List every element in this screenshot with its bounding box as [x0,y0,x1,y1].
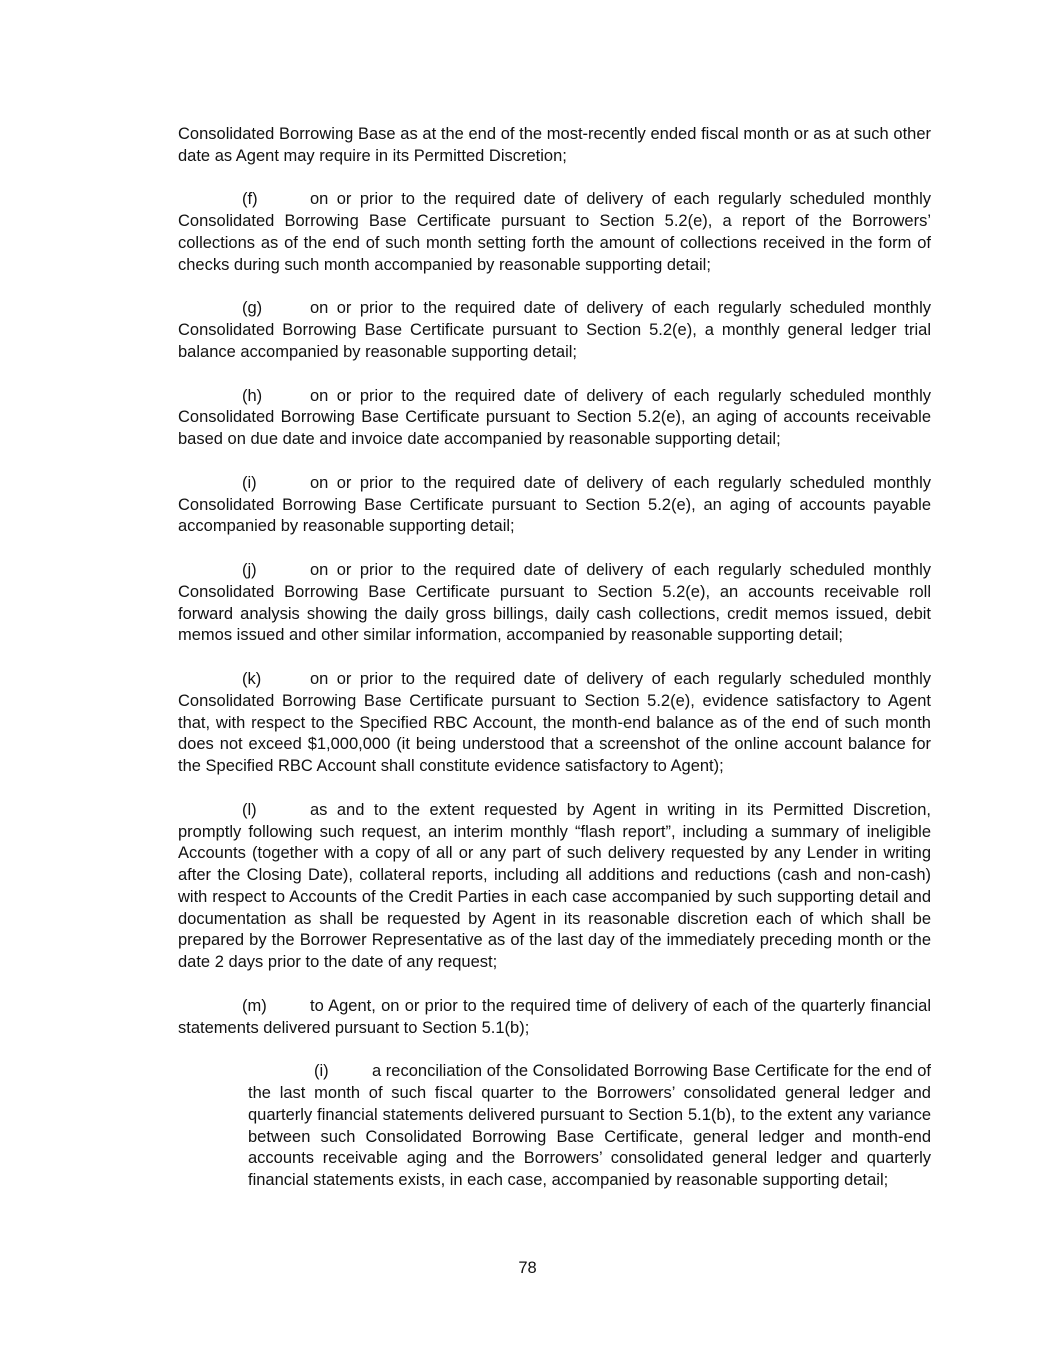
document-page [178,124,931,1214]
item-label: (g) [242,299,263,318]
item-label: (k) [242,669,262,688]
item-label: (h) [242,386,263,405]
list-item-k [178,669,931,778]
item-label: (f) [242,190,258,209]
item-text: as and to the extent requested by Agent in writing in its Permitted Discretion, promptly following such request, an interim monthly “flash report”, including a summary of ineligible Accounts (together with a copy of all or any part of such delivery requested by any Lender in writing after the Closing Date), collateral reports, including all additions and reductions (cash and non-cash) with respect to Accounts of the Credit Parties in each case accompanied by such supporting detail and documentation as shall be requested by Agent in its reasonable discretion each of which shall be prepared by the Borrower Representative as of the last day of the immediately preceding month or the date 2 days prior to the date of any request; [178,800,931,972]
list-item-i [178,473,931,538]
sub-item-text: a reconciliation of the Consolidated Borrowing Base Certificate for the end of the last month of such fiscal quarter to the Borrowers’ consolidated general ledger and quarterly financial statements delivered pursuant to Section 5.1(b), to the extent any variance between such Consolidated Borrowing Base Certificate, general ledger and month-end accounts receivable aging and the Borrowers’ consolidated general ledger and quarterly financial statements exists, in each case, accompanied by reasonable supporting detail; [248,1062,931,1190]
item-text: on or prior to the required date of delivery of each regularly scheduled monthly Consolidated Borrowing Base Certificate pursuant to Section 5.2(e), a monthly general ledger trial balance accompanied by reasonable supporting detail; [178,299,931,361]
list-item-m [178,996,931,1040]
item-text: on or prior to the required date of delivery of each regularly scheduled monthly Consolidated Borrowing Base Certificate pursuant to Section 5.2(e), evidence satisfactory to Agent that, with respect to the Specified RBC Account, the month-end balance as of the end of such month does not exceed $1,000,000 (it being understood that a screenshot of the online account balance for the Specified RBC Account shall constitute evidence satisfactory to Agent); [178,669,931,776]
item-text: to Agent, on or prior to the required time of delivery of each of the quarterly financial statements delivered pursuant to Section 5.1(b); [178,996,931,1037]
sub-item-label: (i) [314,1062,329,1081]
item-text: on or prior to the required date of delivery of each regularly scheduled monthly Consolidated Borrowing Base Certificate pursuant to Section 5.2(e), an accounts receivable roll forward analysis showing the daily gross billings, daily cash collections, credit memos issued, debit memos issued and other similar information, accompanied by reasonable supporting detail; [178,560,931,645]
intro-paragraph: Consolidated Borrowing Base as at the end of the most-recently ended fiscal month or as at such other date as Agent may require in its Permitted Discretion; [178,125,931,165]
item-text: on or prior to the required date of delivery of each regularly scheduled monthly Consolidated Borrowing Base Certificate pursuant to Section 5.2(e), an aging of accounts payable accompanied by reasonable supporting detail; [178,473,931,536]
sub-item-i [248,1061,931,1192]
list-item-j [178,560,931,647]
item-label: (j) [242,560,257,579]
item-text: on or prior to the required date of delivery of each regularly scheduled monthly Consolidated Borrowing Base Certificate pursuant to Section 5.2(e), a report of the Borrowers’ collections as of the end of such month setting forth the amount of collections received in the form of checks during such month accompanied by reasonable supporting detail; [178,190,931,274]
item-label: (l) [242,800,257,819]
list-item-f [178,189,931,276]
item-text: on or prior to the required date of delivery of each regularly scheduled monthly Consolidated Borrowing Base Certificate pursuant to Section 5.2(e), an aging of accounts receivable based on due date and invoice date accompanied by reasonable supporting detail; [178,386,931,449]
item-label: (i) [242,473,257,492]
list-item-h [178,386,931,451]
page-number: 78 [518,1259,537,1277]
list-item-l [178,800,931,974]
list-item-g [178,298,931,363]
item-label: (m) [242,996,267,1015]
